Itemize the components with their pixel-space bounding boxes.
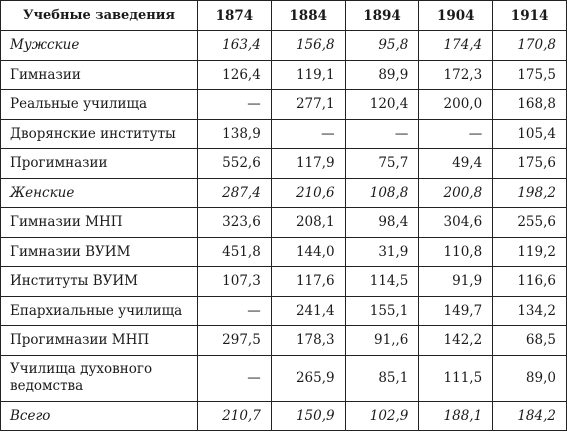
table-cell-1914: 175,5 (493, 60, 567, 90)
table-cell-1904: 188,1 (419, 401, 493, 431)
table-row (1, 326, 567, 356)
column-header-1904: 1904 (419, 1, 493, 31)
row-label: Епархиальные училища (1, 296, 198, 326)
table-cell-1874: 210,7 (198, 401, 272, 431)
table-cell-1894: — (345, 119, 419, 149)
table-cell-1904: 304,6 (419, 208, 493, 238)
table-row (1, 31, 567, 61)
table-row (1, 401, 567, 431)
column-header-1884: 1884 (271, 1, 345, 31)
table-cell-1914: 116,6 (493, 267, 567, 297)
table-cell-1884: 117,6 (271, 267, 345, 297)
table-cell-1874: — (198, 296, 272, 326)
table-cell-1914: 175,6 (493, 149, 567, 179)
table-row (1, 296, 567, 326)
table-cell-1904: 91,9 (419, 267, 493, 297)
table-cell-1874: — (198, 90, 272, 120)
table-cell-1894: 155,1 (345, 296, 419, 326)
table-cell-1884: 156,8 (271, 31, 345, 61)
table-cell-1894: 102,9 (345, 401, 419, 431)
table-row (1, 119, 567, 149)
table-cell-1884: 119,1 (271, 60, 345, 90)
table-row (1, 355, 567, 401)
table-cell-1914: 68,5 (493, 326, 567, 356)
table-cell-1894: 114,5 (345, 267, 419, 297)
row-label: Реальные училища (1, 90, 198, 120)
table-cell-1914: 184,2 (493, 401, 567, 431)
table-cell-1884: 208,1 (271, 208, 345, 238)
table-cell-1884: 144,0 (271, 237, 345, 267)
table-cell-1904: 110,8 (419, 237, 493, 267)
table-cell-1914: 170,8 (493, 31, 567, 61)
table-cell-1904: 174,4 (419, 31, 493, 61)
table-cell-1874: 107,3 (198, 267, 272, 297)
table-cell-1894: 31,9 (345, 237, 419, 267)
row-label: Женские (1, 178, 198, 208)
table-cell-1884: 241,4 (271, 296, 345, 326)
table-row (1, 267, 567, 297)
table-cell-1914: 168,8 (493, 90, 567, 120)
column-header-1874: 1874 (198, 1, 272, 31)
table-cell-1884: 117,9 (271, 149, 345, 179)
table-row (1, 208, 567, 238)
table-cell-1884: 210,6 (271, 178, 345, 208)
table-cell-1904: 200,0 (419, 90, 493, 120)
table-cell-1894: 98,4 (345, 208, 419, 238)
table-cell-1874: 552,6 (198, 149, 272, 179)
table-cell-1904: 142,2 (419, 326, 493, 356)
row-label: Гимназии (1, 60, 198, 90)
row-label: Всего (1, 401, 198, 431)
table-cell-1874: 138,9 (198, 119, 272, 149)
row-label: Гимназии ВУИМ (1, 237, 198, 267)
table-cell-1874: 451,8 (198, 237, 272, 267)
table-cell-1914: 89,0 (493, 355, 567, 401)
table-cell-1884: 277,1 (271, 90, 345, 120)
table-cell-1874: 287,4 (198, 178, 272, 208)
table-cell-1914: 105,4 (493, 119, 567, 149)
table-cell-1904: 172,3 (419, 60, 493, 90)
table-cell-1914: 255,6 (493, 208, 567, 238)
row-label: Прогимназии (1, 149, 198, 179)
row-label: Мужские (1, 31, 198, 61)
table-cell-1874: — (198, 355, 272, 401)
table-cell-1904: 200,8 (419, 178, 493, 208)
table-cell-1894: 89,9 (345, 60, 419, 90)
table-row (1, 178, 567, 208)
table-row (1, 60, 567, 90)
table-body (1, 31, 567, 431)
table-row (1, 90, 567, 120)
table-row (1, 237, 567, 267)
table-cell-1904: 149,7 (419, 296, 493, 326)
table-cell-1894: 95,8 (345, 31, 419, 61)
table-cell-1894: 120,4 (345, 90, 419, 120)
table-cell-1874: 126,4 (198, 60, 272, 90)
table-cell-1874: 297,5 (198, 326, 272, 356)
header-row (1, 1, 567, 31)
table-cell-1884: 178,3 (271, 326, 345, 356)
table-cell-1894: 91,,6 (345, 326, 419, 356)
row-label: Училища духовного ведомства (1, 355, 198, 401)
row-label: Дворянские институты (1, 119, 198, 149)
column-header-institutions: Учебные заведения (1, 1, 198, 31)
table-cell-1894: 75,7 (345, 149, 419, 179)
table-cell-1904: — (419, 119, 493, 149)
table-cell-1914: 134,2 (493, 296, 567, 326)
row-label: Институты ВУИМ (1, 267, 198, 297)
row-label: Гимназии МНП (1, 208, 198, 238)
table-cell-1894: 108,8 (345, 178, 419, 208)
table-cell-1904: 111,5 (419, 355, 493, 401)
table-cell-1884: — (271, 119, 345, 149)
table-cell-1874: 163,4 (198, 31, 272, 61)
column-header-1894: 1894 (345, 1, 419, 31)
table-cell-1914: 198,2 (493, 178, 567, 208)
row-label: Прогимназии МНП (1, 326, 198, 356)
table-cell-1904: 49,4 (419, 149, 493, 179)
table-cell-1914: 119,2 (493, 237, 567, 267)
table-row (1, 149, 567, 179)
table-cell-1884: 150,9 (271, 401, 345, 431)
table-cell-1894: 85,1 (345, 355, 419, 401)
table-cell-1884: 265,9 (271, 355, 345, 401)
table-cell-1874: 323,6 (198, 208, 272, 238)
column-header-1914: 1914 (493, 1, 567, 31)
